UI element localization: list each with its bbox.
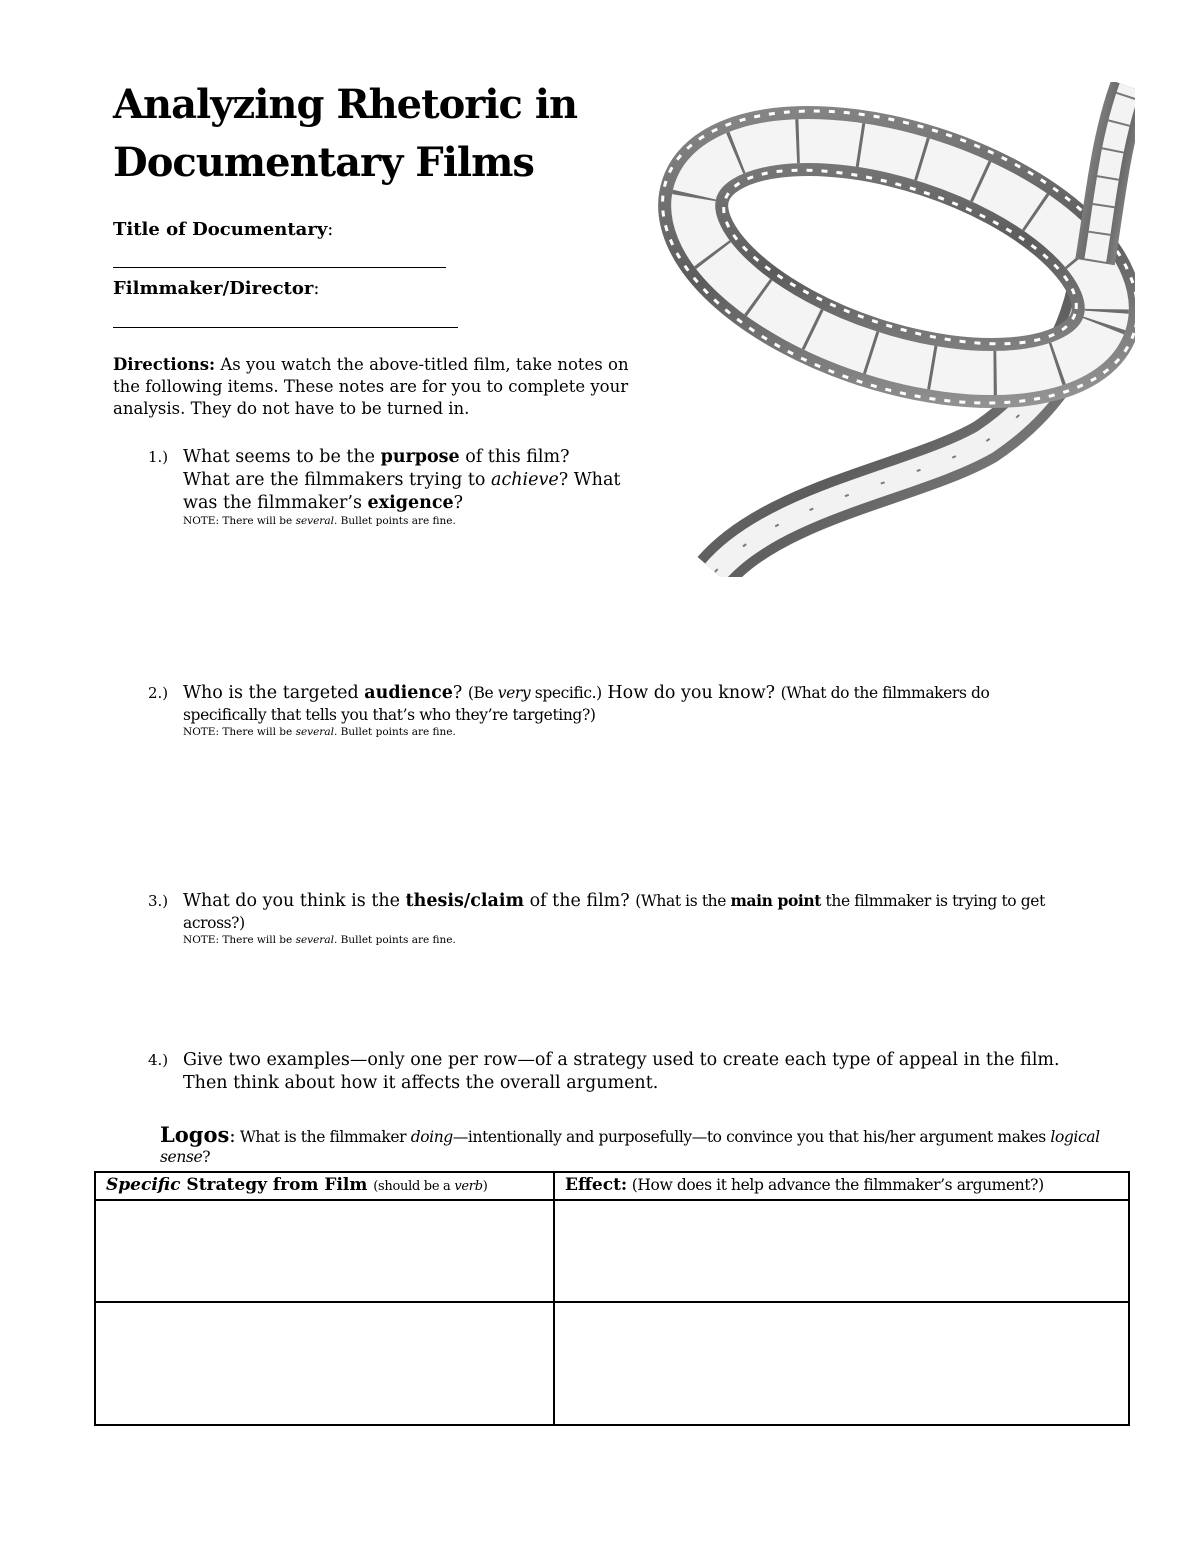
- strategy-column-header: Specific Strategy from Film (should be a verb): [95, 1172, 554, 1200]
- director-label: Filmmaker/Director:: [113, 278, 320, 299]
- question-2: 2.) Who is the targeted audience? (Be very specific.) How do you know? (What do the filmmakers do specifically that tells you that’s who they’re targeting?) NOTE: There will be several. Bullet points are fine.: [148, 682, 1068, 738]
- page-title: Analyzing Rhetoric in Documentary Films: [113, 81, 578, 186]
- table-header-row: [95, 1172, 1129, 1200]
- question-3: 3.) What do you think is the thesis/claim of the film? (What is the main point the filmmaker is trying to get across?) NOTE: There will be several. Bullet points are fine.: [148, 890, 1098, 946]
- director-field[interactable]: [113, 327, 458, 328]
- directions-paragraph: Directions: As you watch the above-titled film, take notes on the following items. These notes are for you to complete your analysis. They do not have to be turned in.: [113, 355, 629, 418]
- film-reel-image: [655, 82, 1135, 577]
- question-1: 1.) What seems to be the purpose of this film? What are the filmmakers trying to achieve? What was the filmmaker’s exigence? NOTE: There will be several. Bullet points are fine.: [148, 446, 668, 527]
- table-row: [95, 1200, 1129, 1302]
- question-3-note: NOTE: There will be several. Bullet points are fine.: [183, 934, 456, 946]
- effect-column-header: Effect: (How does it help advance the filmmaker’s argument?): [554, 1172, 1129, 1200]
- logos-prompt: Logos: What is the filmmaker doing—intentionally and purposefully—to convince you that his/her argument makes logical sense?: [160, 1122, 1100, 1166]
- documentary-title-field[interactable]: [113, 267, 446, 268]
- question-2-note: NOTE: There will be several. Bullet points are fine.: [183, 726, 456, 738]
- effect-cell[interactable]: [554, 1302, 1129, 1425]
- table-row: [95, 1302, 1129, 1425]
- effect-cell[interactable]: [554, 1200, 1129, 1302]
- strategy-cell[interactable]: [95, 1200, 554, 1302]
- question-4: 4.) Give two examples—only one per row—of a strategy used to create each type of appeal in the film. Then think about how it affects the overall argument.: [148, 1050, 1060, 1093]
- documentary-title-label: Title of Documentary:: [113, 219, 334, 240]
- strategy-cell[interactable]: [95, 1302, 554, 1425]
- logos-strategy-table: [94, 1171, 1130, 1426]
- question-1-note: NOTE: There will be several. Bullet points are fine.: [183, 515, 456, 527]
